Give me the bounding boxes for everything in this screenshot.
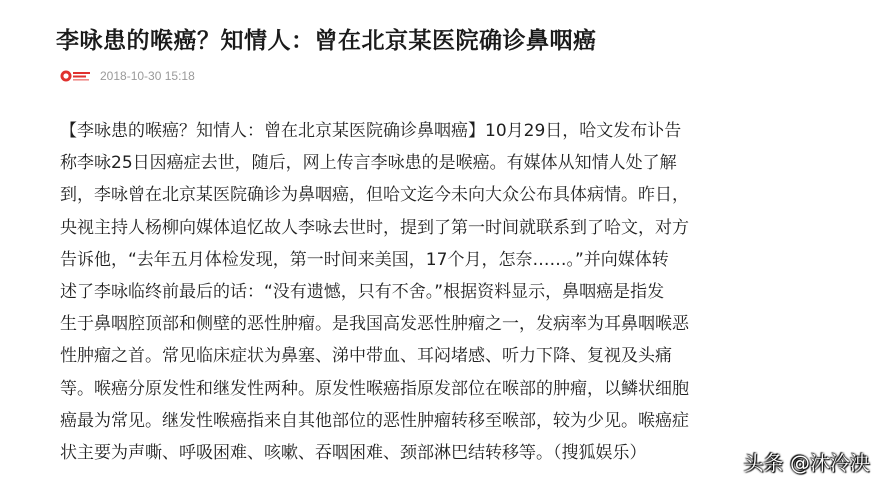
body-line: 述了李咏临终前最后的话：“没有遗憾，只有不舍。”根据资料显示，鼻咽癌是指发 xyxy=(60,281,665,302)
body-line: 性肿瘤之首。常见临床症状为鼻塞、涕中带血、耳闷堵感、听力下降、复视及头痛 xyxy=(60,346,672,367)
toutiao-watermark: 头条 @沐泠泱 xyxy=(743,451,870,475)
body-line: 告诉他，“去年五月体检发现，第一时间来美国，17个月，怎奈……。”并向媒体转 xyxy=(60,249,669,270)
sina-ent-logo-icon xyxy=(60,69,92,83)
publish-date: 2018-10-30 15:18 xyxy=(100,69,195,83)
article-meta xyxy=(60,67,195,85)
body-line: 等。喉癌分原发性和继发性两种。原发性喉癌指原发部位在喉部的肿瘤，以鳞状细胞 xyxy=(60,378,689,399)
body-line: 称李咏25日因癌症去世，随后，网上传言李咏患的是喉癌。有媒体从知情人处了解 xyxy=(60,153,677,174)
body-line: 到，李咏曾在北京某医院确诊为鼻咽癌，但哈文迄今未向大众公布具体病情。昨日， xyxy=(60,185,689,206)
article-body xyxy=(60,115,780,469)
body-line: 【李咏患的喉癌？知情人：曾在北京某医院确诊鼻咽癌】10月29日，哈文发布讣告 xyxy=(60,121,682,141)
article-title: 李咏患的喉癌？知情人：曾在北京某医院确诊鼻咽癌 xyxy=(56,28,597,54)
body-line: 状主要为声嘶、呼吸困难、咳嗽、吞咽困难、颈部淋巴结转移等。（搜狐娱乐） xyxy=(60,442,647,463)
body-line: 央视主持人杨柳向媒体追忆故人李咏去世时，提到了第一时间就联系到了哈文，对方 xyxy=(60,217,689,238)
body-line: 生于鼻咽腔顶部和侧壁的恶性肿瘤。是我国高发恶性肿瘤之一，发病率为耳鼻咽喉恶 xyxy=(60,314,689,335)
body-line: 癌最为常见。继发性喉癌指来自其他部位的恶性肿瘤转移至喉部，较为少见。喉癌症 xyxy=(60,410,689,431)
